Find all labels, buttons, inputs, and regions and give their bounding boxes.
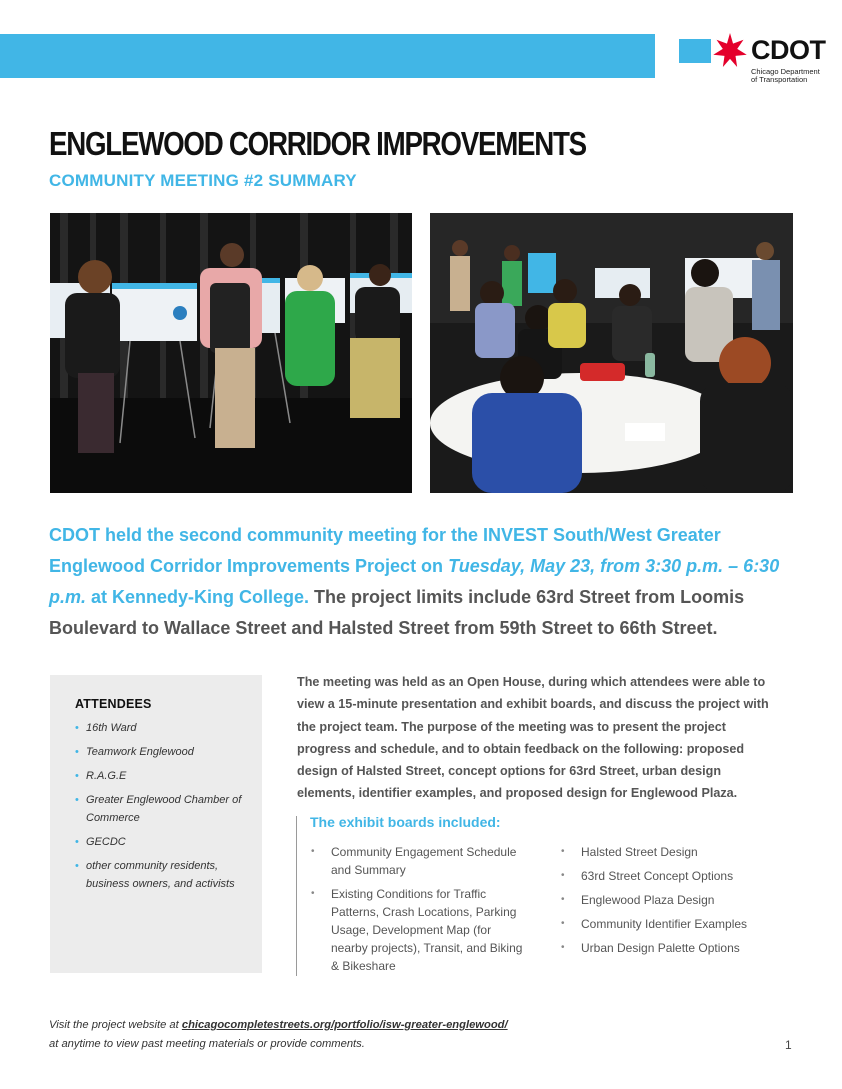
attendees-heading: ATTENDEES [75, 697, 152, 711]
attendee-item: • Teamwork Englewood [75, 743, 244, 761]
logo-blue-block [679, 39, 711, 63]
logo-subtitle [751, 68, 831, 84]
exhibit-list-right [561, 843, 771, 963]
footer-line2: at anytime to view past meeting materials or provide comments. [49, 1037, 365, 1050]
exhibit-item: • Englewood Plaza Design [561, 891, 771, 909]
page-title: ENGLEWOOD CORRIDOR IMPROVEMENTS [49, 125, 586, 162]
intro-project-limits: The project limits include 63rd Street from Loomis Boulevard to Wallace Street and Halsted Street from 59th Street to 66th Street. [49, 587, 745, 638]
exhibit-boards-section [296, 816, 766, 976]
logo-subtitle-line2: of Transportation [751, 75, 808, 84]
meeting-description: The meeting was held as an Open House, during which attendees were able to view a 15-minute presentation and exhibit boards, and discuss the project with the project team. The purpose of the meeting was to present the project progress and schedule, and to obtain feedback on the following: proposed design of Halsted Street, concept options for 63rd Street, urban design elements, identifier examples, and proposed design for Englewood Plaza. [297, 675, 769, 801]
intro-highlight: CDOT held the second community meeting for the INVEST South/West Greater Englewood Corridor Improvements Project on [49, 525, 721, 576]
intro-date-time: Tuesday, May 23, from 3:30 p.m. – 6:30 p.m. [49, 556, 780, 607]
attendee-item: • other community residents, business owners, and activists [75, 857, 244, 893]
exhibit-item: • Community Identifier Examples [561, 915, 771, 933]
exhibit-item: • Community Engagement Schedule and Summary [311, 843, 531, 879]
exhibit-item: • Halsted Street Design [561, 843, 771, 861]
attendees-list [75, 719, 244, 893]
footer-note [49, 1016, 669, 1053]
chicago-star-icon [711, 32, 749, 70]
cdot-logo [679, 34, 826, 86]
attendee-item: • Greater Englewood Chamber of Commerce [75, 791, 244, 827]
attendee-item: • R.A.G.E [75, 767, 244, 785]
logo-subtitle-line1: Chicago Department [751, 67, 820, 76]
attendees-panel [50, 675, 262, 973]
page-number: 1 [785, 1038, 792, 1052]
logo-wordmark: CDOT [751, 35, 826, 65]
meeting-photo-round-table [430, 213, 793, 493]
exhibit-heading: The exhibit boards included: [310, 814, 501, 830]
footer-prefix: Visit the project website at [49, 1019, 182, 1031]
attendee-item: • GECDC [75, 833, 244, 851]
project-website-link[interactable]: chicagocompletestreets.org/portfolio/isw-greater-englewood/ [181, 1019, 508, 1031]
exhibit-item: • Existing Conditions for Traffic Patterns, Crash Locations, Parking Usage, Development Map (for nearby projects), Transit, and Biking & Bikeshare [311, 885, 531, 975]
intro-location: at Kennedy-King College. [86, 587, 310, 607]
intro-summary [49, 520, 794, 644]
header-accent-bar [0, 34, 655, 78]
exhibit-list-left [311, 843, 531, 981]
page-subtitle: COMMUNITY MEETING #2 SUMMARY [49, 171, 357, 190]
meeting-photo-exhibit-boards [50, 213, 412, 493]
exhibit-item: • 63rd Street Concept Options [561, 867, 771, 885]
attendee-item: • 16th Ward [75, 719, 244, 737]
exhibit-item: • Urban Design Palette Options [561, 939, 771, 957]
